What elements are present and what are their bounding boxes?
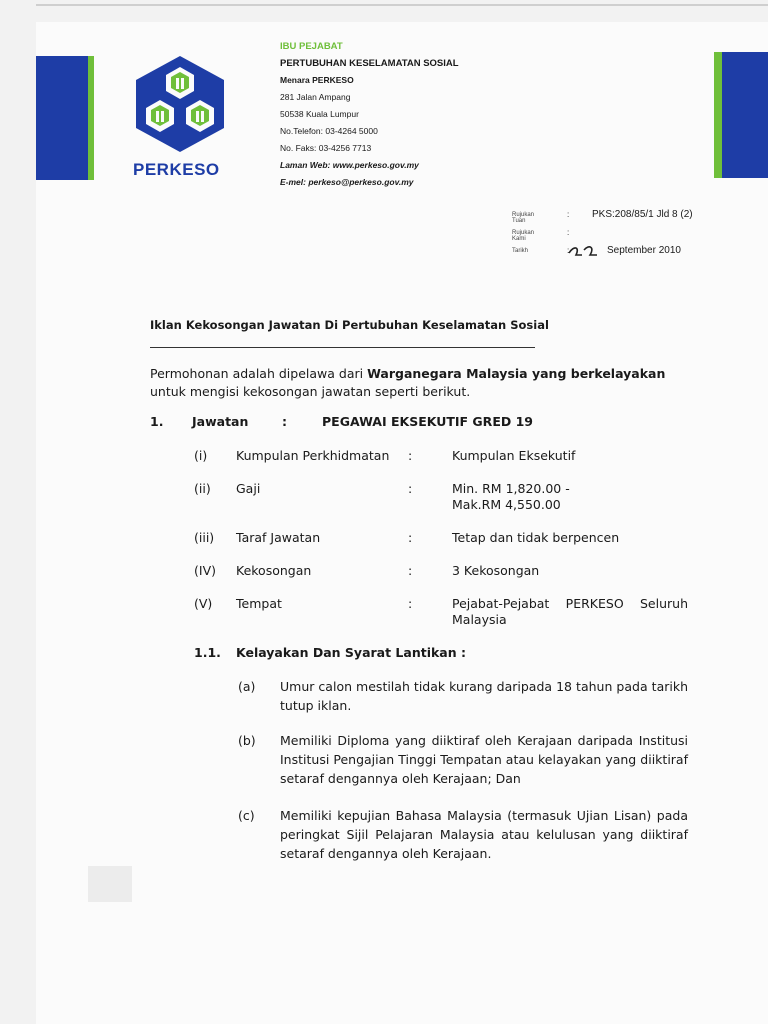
detail-num: (ii) (194, 481, 211, 496)
building-name: Menara PERKESO (280, 75, 354, 85)
detail-value: 3 Kekosongan (452, 563, 540, 578)
detail-value: Min. RM 1,820.00 - Mak.RM 4,550.00 (452, 481, 570, 512)
handwritten-date-mark (566, 241, 606, 263)
head-office-label: IBU PEJABAT (280, 41, 343, 52)
email: E-mel: perkeso@perkeso.gov.my (280, 177, 414, 187)
our-ref-colon: : (567, 228, 570, 237)
detail-value: Kumpulan Eksekutif (452, 448, 576, 463)
right-brand-band (714, 52, 768, 178)
detail-colon: : (408, 448, 413, 463)
perkeso-logo-icon (130, 54, 230, 154)
detail-label: Tempat (236, 596, 282, 611)
requirement-text: Memiliki Diploma yang diiktiraf oleh Kerajaan daripada Institusi Institusi Pengajian Tinggi Tempatan atau kelayakan yang diiktiraf setaraf dengannya oleh Kerajaan; Dan (280, 733, 688, 786)
detail-value: Pejabat-Pejabat PERKESO Seluruh Malaysia (452, 596, 688, 627)
detail-value: Tetap dan tidak berpencen (452, 530, 620, 545)
subsection-label: Kelayakan Dan Syarat Lantikan : (236, 645, 466, 660)
detail-num: (iii) (194, 530, 215, 545)
date-value: September 2010 (607, 245, 681, 256)
detail-colon: : (408, 596, 413, 611)
detail-label: Taraf Jawatan (236, 530, 321, 545)
detail-label: Kumpulan Perkhidmatan (236, 448, 390, 463)
requirement-num: (a) (238, 679, 256, 694)
date-colon: : (567, 246, 570, 255)
address-line-1: 281 Jalan Ampang (280, 92, 351, 102)
your-ref-colon: : (567, 210, 570, 219)
your-ref-label: Rujukan Tuan (512, 212, 535, 224)
phone-number: No.Telefon: 03-4264 5000 (280, 126, 378, 136)
title-underline (150, 347, 535, 348)
left-brand-band (36, 56, 94, 180)
scan-smudge (88, 866, 132, 902)
detail-colon: : (408, 481, 413, 496)
section-colon: : (282, 414, 287, 429)
detail-num: (V) (194, 596, 213, 611)
address-line-2: 50538 Kuala Lumpur (280, 109, 359, 119)
section-label: Jawatan (192, 414, 249, 429)
detail-colon: : (408, 563, 413, 578)
detail-label: Kekosongan (236, 563, 312, 578)
detail-label: Gaji (236, 481, 261, 496)
our-ref-label: Rujukan Kami (512, 230, 535, 242)
organization-name: PERTUBUHAN KESELAMATAN SOSIAL (280, 58, 459, 69)
intro-text-1: Permohonan adalah dipelawa dari (150, 366, 368, 381)
your-ref-value: PKS:208/85/1 Jld 8 (2) (592, 209, 693, 220)
scan-edge-line (36, 4, 768, 6)
requirement-text: Memiliki kepujian Bahasa Malaysia (termasuk Ujian Lisan) pada peringkat Sijil Pelajaran Malaysia atau kelulusan yang diiktiraf setaraf dengannya oleh Kerajaan. (280, 808, 688, 861)
requirement-text: Umur calon mestilah tidak kurang daripada 18 tahun pada tarikh tutup iklan. (280, 679, 688, 713)
logo-wordmark: PERKESO (133, 160, 220, 179)
requirement-num: (b) (238, 733, 256, 748)
subsection-number: 1.1. (194, 645, 221, 660)
intro-bold: Warganegara Malaysia yang berkelayakan (367, 366, 666, 381)
detail-num: (IV) (194, 563, 216, 578)
date-label: Tarikh (512, 248, 529, 254)
section-value: PEGAWAI EKSEKUTIF GRED 19 (322, 414, 533, 429)
fax-number: No. Faks: 03-4256 7713 (280, 143, 372, 153)
detail-num: (i) (194, 448, 208, 463)
detail-colon: : (408, 530, 413, 545)
requirement-num: (c) (238, 808, 255, 823)
intro-text-2: untuk mengisi kekosongan jawatan seperti berikut. (150, 384, 471, 399)
section-number: 1. (150, 414, 164, 429)
intro-paragraph (150, 365, 695, 401)
document-title: Iklan Kekosongan Jawatan Di Pertubuhan Keselamatan Sosial (150, 318, 549, 332)
website: Laman Web: www.perkeso.gov.my (280, 160, 419, 170)
letterhead-address (280, 38, 459, 191)
